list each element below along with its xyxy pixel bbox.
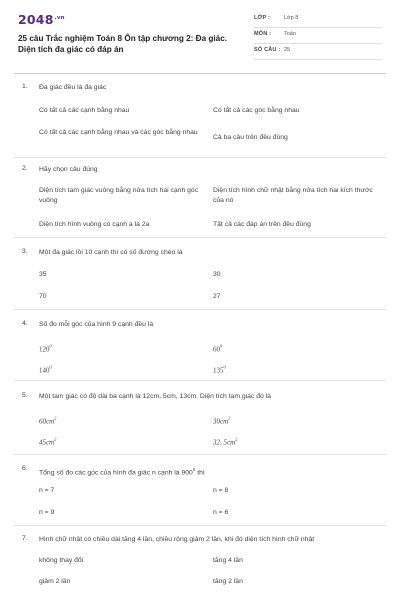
meta-label: MÔN : <box>254 31 272 37</box>
question-number: 2. <box>22 165 28 172</box>
option-a[interactable]: n = 7 <box>39 487 55 494</box>
question-text: Một đa giác lồi 10 cạnh thì có số đường chéo là <box>39 249 183 256</box>
option-d[interactable] <box>213 435 383 448</box>
option-a[interactable]: Diện tích tam giác vuông bằng nửa tích hai cạnh góc vuông <box>39 187 199 204</box>
question-text: Một tam giác có độ dài ba cạnh là 12cm, 5cm, 13cm. Diện tích tam giác đó là <box>39 393 271 400</box>
option-a[interactable]: Có tất cả các cạnh bằng nhau <box>39 107 130 114</box>
meta-label: SỐ CÂU : <box>254 47 281 53</box>
question-divider <box>14 380 386 381</box>
option-c[interactable]: Có tất cả các cạnh bằng nhau và các góc bằng nhau <box>39 129 198 136</box>
option-c[interactable] <box>39 363 199 376</box>
option-c[interactable]: giảm 2 lần <box>39 578 71 585</box>
option-value: 60cm <box>39 417 55 426</box>
question-number: 1. <box>22 83 28 90</box>
option-a[interactable] <box>39 414 199 427</box>
question-text: Hình chữ nhật có chiều dài tăng 4 lần, chiều rộng giảm 2 lần, khi đó diện tích hình chữ nhật <box>39 536 315 543</box>
meta-subject <box>254 28 382 44</box>
option-exponent: 2 <box>54 416 57 421</box>
option-b[interactable]: Diện tích hình chữ nhật bằng nửa tích hai kích thước của nó <box>213 187 373 204</box>
question-divider <box>14 157 386 158</box>
header-divider <box>14 73 386 74</box>
option-a[interactable]: 35 <box>39 271 47 278</box>
meta-value: Lớp 8 <box>284 15 299 21</box>
option-value: 120 <box>39 345 50 354</box>
option-d[interactable]: n = 6 <box>213 509 229 516</box>
option-c[interactable]: Diện tích hình vuông có cạnh a là 2a <box>39 221 150 228</box>
option-exponent: 2 <box>235 437 238 442</box>
worksheet-meta <box>254 12 382 60</box>
meta-value: Toán <box>284 31 296 37</box>
question-text: Tổng số đo các góc của hình đa giác n cạnh là $900^0$ thì <box>39 467 205 477</box>
question-divider <box>14 237 386 238</box>
site-logo[interactable]: $2048^{.vn}$ <box>18 12 65 27</box>
question-number: 4. <box>22 320 28 327</box>
question-text: Đa giác đều là đa giác <box>39 84 107 91</box>
option-degree: 0 <box>220 344 223 349</box>
option-a[interactable]: không thay đổi <box>39 557 84 564</box>
meta-class <box>254 12 382 28</box>
option-b[interactable] <box>213 414 383 427</box>
option-d[interactable]: Tất cả các đáp án trên đều đúng <box>213 221 311 228</box>
meta-label: LỚP : <box>254 15 270 21</box>
question-text: Số đo mỗi góc của hình 9 cạnh đều là <box>39 321 154 328</box>
option-exponent: 2 <box>54 437 57 442</box>
question-text: Hãy chọn câu đúng <box>39 166 98 173</box>
option-b[interactable]: Có tất cả các góc bằng nhau <box>213 107 300 114</box>
option-exponent: 2 <box>228 416 231 421</box>
option-b[interactable] <box>213 342 383 355</box>
option-d[interactable]: 27 <box>213 293 221 300</box>
option-c[interactable]: 70 <box>39 293 47 300</box>
option-value: 45cm <box>39 438 55 447</box>
option-degree: 0 <box>49 344 52 349</box>
option-b[interactable]: n = 8 <box>213 487 229 494</box>
question-number: 6. <box>22 465 28 472</box>
question-divider <box>14 454 386 455</box>
option-value: 60 <box>213 345 220 354</box>
option-c[interactable] <box>39 435 199 448</box>
option-b[interactable]: tăng 4 lần <box>213 557 243 564</box>
question-number: 7. <box>22 535 28 542</box>
meta-question-count <box>254 44 382 60</box>
option-value: 135 <box>213 366 224 375</box>
option-a[interactable] <box>39 342 199 355</box>
option-value: 140 <box>39 366 50 375</box>
question-divider <box>14 525 386 526</box>
option-value: 32, 5cm <box>213 438 236 447</box>
option-c[interactable]: n = 9 <box>39 509 55 516</box>
option-d[interactable]: Cả ba câu trên đều đúng <box>213 134 288 141</box>
worksheet-title: 25 câu Trắc nghiệm Toán 8 Ôn tập chương 2: Đa giác. Diện tích đa giác có đáp án <box>18 34 228 54</box>
option-b[interactable]: 30 <box>213 271 221 278</box>
option-degree: 0 <box>49 365 52 370</box>
question-divider <box>14 309 386 310</box>
question-number: 3. <box>22 248 28 255</box>
option-d[interactable] <box>213 363 383 376</box>
worksheet-header <box>0 0 400 78</box>
option-d[interactable]: tăng 2 lần <box>213 578 243 585</box>
option-value: 30cm <box>213 417 229 426</box>
question-number: 5. <box>22 392 28 399</box>
meta-value: 25 <box>284 47 291 53</box>
option-degree: 0 <box>223 365 226 370</box>
